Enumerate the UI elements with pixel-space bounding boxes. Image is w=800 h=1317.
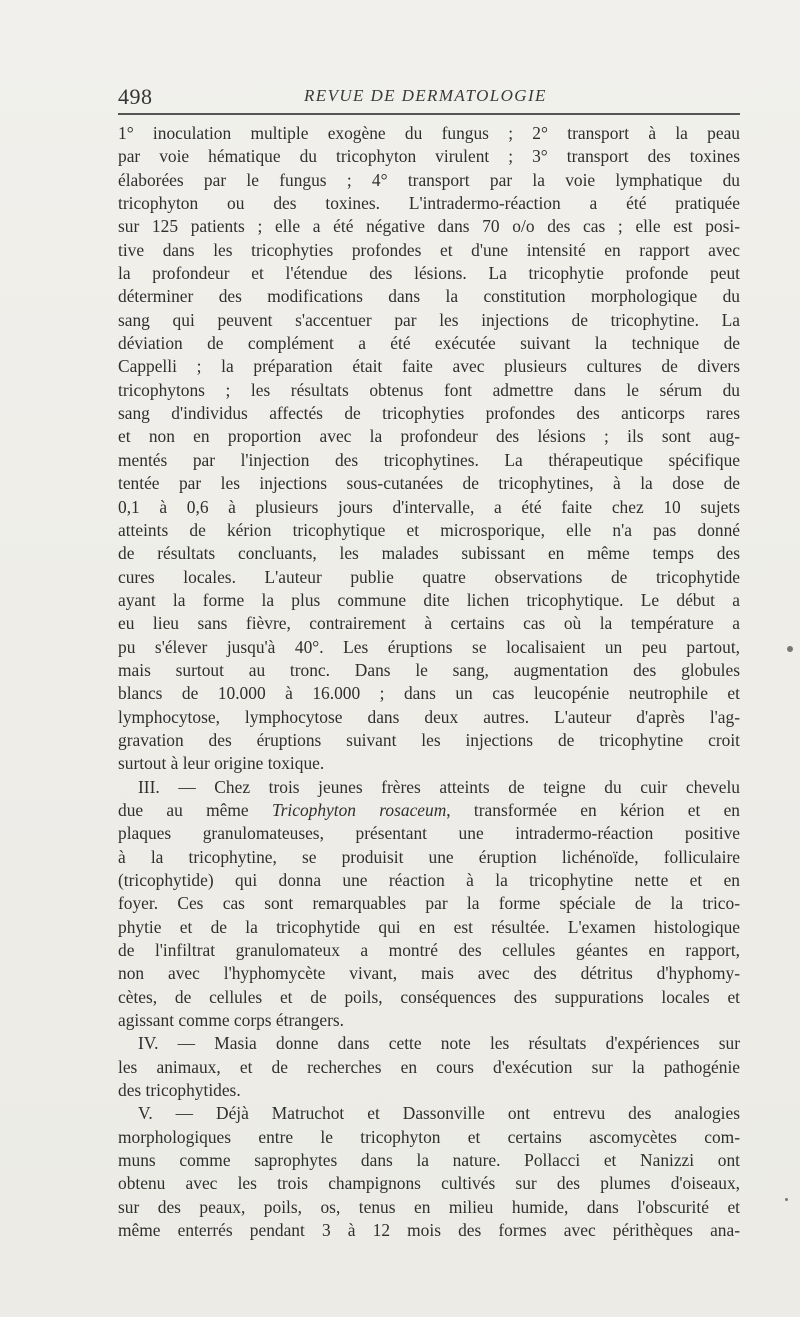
text-line: tentée par les injections sous-cutanées de tricophytines, à la dose de xyxy=(118,473,740,494)
text-line: (tricophytide) qui donna une réaction à la tricophytine nette et en xyxy=(118,870,740,890)
text-line: phytie et de la tricophytide qui en est résultée. L'examen histologique xyxy=(118,916,740,937)
text-line: non avec l'hyphomycète vivant, mais avec des détritus d'hyphomy- xyxy=(118,963,740,984)
text-line: les animaux, et de recherches en cours d'exécution sur la pathogénie xyxy=(118,1056,740,1077)
species-name-italic: Tricophyton rosaceum xyxy=(271,799,447,820)
margin-speck xyxy=(787,646,793,652)
article-body xyxy=(118,122,740,1243)
text-line: blancs de 10.000 à 16.000 ; dans un cas leucopénie neutrophile et xyxy=(118,683,740,704)
text-line: muns comme saprophytes dans la nature. Pollacci et Nanizzi ont xyxy=(118,1150,740,1171)
text-line: sang d'individus affectés de tricophyties profondes des anticorps rares xyxy=(118,403,740,424)
text-line: de l'infiltrat granulomateux a montré des cellules géantes en rapport, xyxy=(118,940,740,961)
text-line: ayant la forme la plus commune dite lichen tricophytique. Le début a xyxy=(118,589,740,610)
text-line: et non en proportion avec la profondeur des lésions ; ils sont aug- xyxy=(118,426,740,447)
text-run: due au même xyxy=(118,799,272,820)
text-line: des tricophytides. xyxy=(118,1080,241,1101)
text-line: tricophytons ; les résultats obtenus font admettre dans le sérum du xyxy=(118,379,740,400)
text-line: 1° inoculation multiple exogène du fungus ; 2° transport à la peau xyxy=(118,123,740,143)
text-line: tricophyton ou des toxines. L'intradermo-réaction a été pratiquée xyxy=(118,193,740,214)
text-line: 0,1 à 0,6 à plusieurs jours d'intervalle, a été faite chez 10 sujets xyxy=(118,496,740,517)
text-line: gravation des éruptions suivant les injections de tricophytine croit xyxy=(118,729,740,750)
text-line: déviation de complément a été exécutée suivant la technique de xyxy=(118,333,740,354)
margin-speck xyxy=(785,1198,788,1201)
page-header xyxy=(118,84,740,110)
text-line: Cappelli ; la préparation était faite avec plusieurs cultures de divers xyxy=(118,356,740,377)
text-line: eu lieu sans fièvre, contrairement à certains cas où la température a xyxy=(118,613,740,634)
text-line: mentés par l'injection des tricophytines. La thérapeutique spécifique xyxy=(118,449,740,470)
text-line: à la tricophytine, se produisit une éruption lichénoïde, folliculaire xyxy=(118,846,740,867)
text-line: lymphocytose, lymphocytose dans deux autres. L'auteur d'après l'ag- xyxy=(118,706,740,727)
text-line: foyer. Ces cas sont remarquables par la forme spéciale de la trico- xyxy=(118,893,740,914)
text-line: déterminer des modifications dans la constitution morphologique du xyxy=(118,286,740,307)
section-three-first-line: III. — Chez trois jeunes frères atteints de teigne du cuir chevelu xyxy=(138,776,740,797)
text-line: cètes, de cellules et de poils, conséquences des suppurations locales et xyxy=(118,986,740,1007)
text-line: par voie hématique du tricophyton virulent ; 3° transport des toxines xyxy=(118,146,740,167)
text-line: de résultats concluants, les malades subissant en même temps des xyxy=(118,543,740,564)
section-four-first-line: IV. — Masia donne dans cette note les résultats d'expériences sur xyxy=(138,1033,740,1054)
text-line-with-italic xyxy=(118,799,740,822)
section-five-first-line: V. — Déjà Matruchot et Dassonville ont entrevu des analogies xyxy=(138,1103,740,1124)
text-line: sang qui peuvent s'accentuer par les injections de tricophytine. La xyxy=(118,309,740,330)
text-line: atteints de kérion tricophytique et microsporique, elle n'a pas donné xyxy=(118,519,740,540)
text-line: agissant comme corps étrangers. xyxy=(118,1010,345,1031)
text-line: morphologiques entre le tricophyton et certains ascomycètes com- xyxy=(118,1126,740,1147)
text-line: pu s'élever jusqu'à 40°. Les éruptions se localisaient un peu partout, xyxy=(118,636,740,657)
text-line: même enterrés pendant 3 à 12 mois des formes avec périthèques ana- xyxy=(118,1220,740,1241)
text-run: , transformée en kérion et en xyxy=(446,799,740,820)
header-rule xyxy=(118,113,740,115)
text-line: élaborées par le fungus ; 4° transport par la voie lymphatique du xyxy=(118,169,740,190)
text-line: sur 125 patients ; elle a été négative dans 70 o/o des cas ; elle est posi- xyxy=(118,216,740,237)
text-line: sur des peaux, poils, os, tenus en milieu humide, dans l'obscurité et xyxy=(118,1196,740,1217)
text-line: la profondeur et l'étendue des lésions. La tricophytie profonde peut xyxy=(118,263,740,284)
text-line: mais surtout au tronc. Dans le sang, augmentation des globules xyxy=(118,659,740,680)
text-line: tive dans les tricophyties profondes et d'une intensité en rapport avec xyxy=(118,239,740,260)
text-line: plaques granulomateuses, présentant une intradermo-réaction positive xyxy=(118,823,740,844)
text-line: cures locales. L'auteur publie quatre observations de tricophytide xyxy=(118,566,740,587)
running-title: REVUE DE DERMATOLOGIE xyxy=(304,86,547,105)
text-line: obtenu avec les trois champignons cultivés sur des plumes d'oiseaux, xyxy=(118,1173,740,1194)
page-number: 498 xyxy=(118,84,153,109)
text-line: surtout à leur origine toxique. xyxy=(118,753,325,774)
